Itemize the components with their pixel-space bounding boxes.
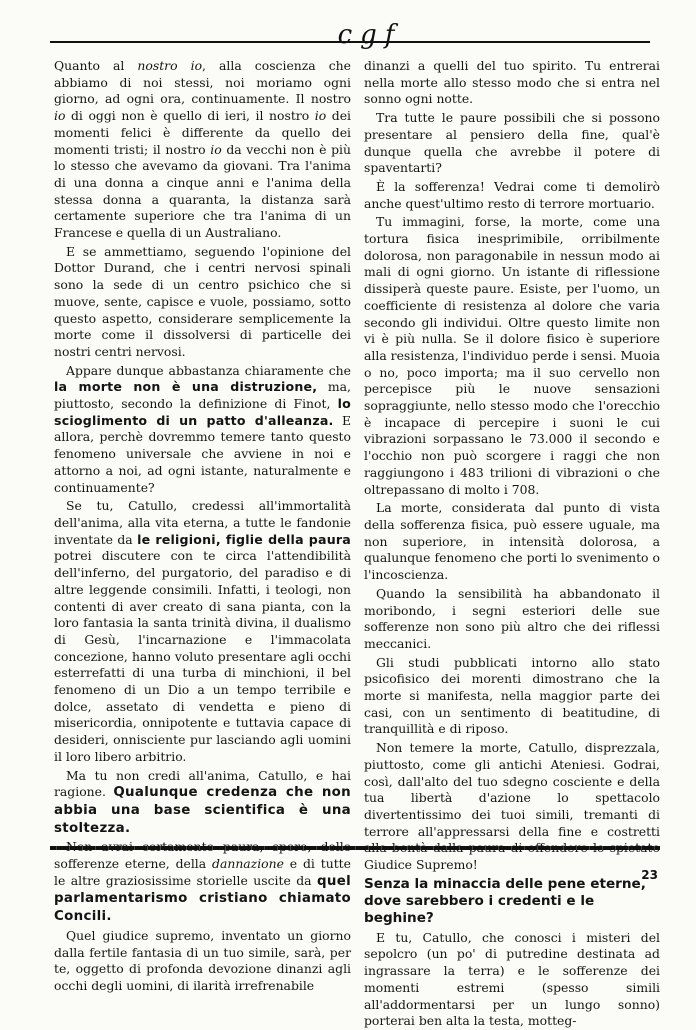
emphasis: Qualunque credenza che non abbia una base scientifica è una stoltezza. xyxy=(54,785,351,836)
paragraph: E se ammettiamo, seguendo l'opinione del Dottor Durand, che i centri nervosi spinali sono la sede di un centro psichico che si muove, sente, capisce e vuole, possiamo, sotto questo aspetto, considerare semplicemente la morte come il dissolversi di particelle dei nostri centri nervosi. xyxy=(54,243,351,359)
paragraph: Se tu, Catullo, credessi all'immortalità dell'anima, alla vita eterna, a tutte le fandonie inventate da le religioni, figlie della paura potrei discutere con te circa l'attendibilità dell'inferno, del purgatorio, del paradiso e di altre leggende consimili. Infatti, i teologi, non contenti di aver creato di sana pianta, con la loro fantasia la santa trinità divina, il dualismo di Gesù, l'incarnazione e l'immacolata concezione, hanno voluto presentare agli occhi esterrefatti di una turba di minchioni, il bel fenomeno di un Dio a un tempo terribile e dolce, assetato di vendetta e pieno di misericordia, onnipotente e tuttavia capace di desideri, onnisciente pur lasciando agli uomini il loro libero arbitrio. xyxy=(54,498,351,764)
paragraph: Ma tu non credi all'anima, Catullo, e hai ragione. Qualunque credenza che non abbia una base scientifica è una stoltezza. xyxy=(54,767,351,836)
emphasis: lo scioglimento di un patto d'alleanza. xyxy=(54,396,351,428)
header-rule xyxy=(50,41,650,43)
emphasis: le religioni, figlie della paura xyxy=(137,531,351,547)
paragraph: Tra tutte le paure possibili che si possono presentare al pensiero della fine, qual'è dunque quella che avrebbe il potere di spaventarti? xyxy=(364,110,660,176)
paragraph: Appare dunque abbastanza chiaramente che la morte non è una distruzione, ma, piuttosto, secondo la definizione di Finot, lo scioglimento di un patto d'alleanza. E allora, perchè dovremmo temere tanto questo fenomeno universale che avviene in noi e attorno a noi, ad ogni istante, naturalmente e continuamente? xyxy=(54,362,352,495)
paragraph: E tu, Catullo, che conosci i misteri del sepolcro (un po' di putredine destinata ad ingrassare la terra) e le sofferenze dei momenti estremi (spesso simili all'addormentarsi per un lungo sonno) porterai ben alta la testa, motteg- xyxy=(364,929,660,1029)
paragraph: Quanto al nostro io, alla coscienza che abbiamo di noi stessi, noi moriamo ogni giorno, ad ogni ora, continuamente. Il nostro io di oggi non è quello di ieri, il nostro io dei momenti felici è differente da quello dei momenti tristi; il nostro io da vecchi non è più lo stesso che avevamo da giovani. Tra l'anima di una donna a cinque anni e l'anima della stessa donna a quaranta, la distanza sarà certamente superiore che tra l'anima di un Francese e quella di un Australiano. xyxy=(54,58,351,241)
emphasis: la morte non è una distruzione, xyxy=(54,379,318,395)
paragraph: Gli studi pubblicati intorno allo stato psicofisico dei morenti dimostrano che la morte si manifesta, nella maggior parte dei casi, con un sentimento di beatitudine, di tranquillità e di riposo. xyxy=(364,654,660,737)
header-ornament: cgf xyxy=(337,20,403,50)
paragraph: Quando la sensibilità ha abbandonato il moribondo, i segni esteriori delle sue sofferenze non sono più altro che dei riflessi meccanici. xyxy=(364,585,660,651)
paragraph: dinanzi a quelli del tuo spirito. Tu entrerai nella morte allo stesso modo che si entra nel sonno ogni notte. xyxy=(364,58,660,107)
paragraph: Tu immagini, forse, la morte, come una tortura fisica inesprimibile, orribilmente dolorosa, non paragonabile in nessun modo ai mali di ogni giorno. Un istante di riflessione dissiperà queste paure. Esiste, per l'uomo, un coefficiente di resistenza al dolore che varia secondo gli individui. Oltre questo limite non vi è più nulla. Se il dolore fisico è superiore alla resistenza, l'individuo perde i sensi. Muoia o no, poco importa; ma il suo cervello non percepisce più le nuove sensazioni sopraggiunte, nello stesso modo che l'orecchio è incapace di percepire i suoni le cui vibrazioni sorpassano le 73.000 il secondo e l'occhio non può scorgere i raggi che non raggiungono i 483 trilioni di vibrazioni o che oltrepassano di molto i 708. xyxy=(364,214,660,497)
paragraph: Non temere la morte, Catullo, disprezzala, piuttosto, come gli antichi Ateniesi. Godrai, così, dall'alto del tuo sdegno cosciente e della tua libertà d'azione lo spettacolo divertentissimo dei tuoi simili, tremanti di terrore all'appressarsi della fine e costretti Giudice Supremo! xyxy=(364,740,660,873)
paragraph: La morte, considerata dal punto di vista della sofferenza fisica, può essere uguale, ma non superiore, in intensità dolorosa, a qualunque fenomeno che porti lo svenimento o l'incoscienza. xyxy=(364,500,660,583)
section-heading: Senza la minaccia delle pene eterne, dove sarebbero i credenti e le beghine? xyxy=(364,875,646,926)
page-number: 23 xyxy=(641,868,658,882)
paragraph: È la sofferenza! Vedrai come ti demolirò anche quest'ultimo resto di terrore mortuario. xyxy=(364,178,660,211)
emphasis: quel parlamentarismo cristiano chiamato Concili. xyxy=(54,873,351,925)
left-column xyxy=(54,58,352,993)
paragraph: Quel giudice supremo, inventato un giorno dalla fertile fantasia di un tuo simile, sarà, per te, oggetto di profonda devozione dinanzi agli occhi degli uomini, di ilarità irrefrenabile xyxy=(54,927,351,993)
paragraph: sofferenze eterne, della dannazione e di tutte le altre graziosissime storielle uscite da quel parlamentarismo cristiano chiamato Concili. xyxy=(54,856,351,925)
footer-rule xyxy=(50,846,660,850)
